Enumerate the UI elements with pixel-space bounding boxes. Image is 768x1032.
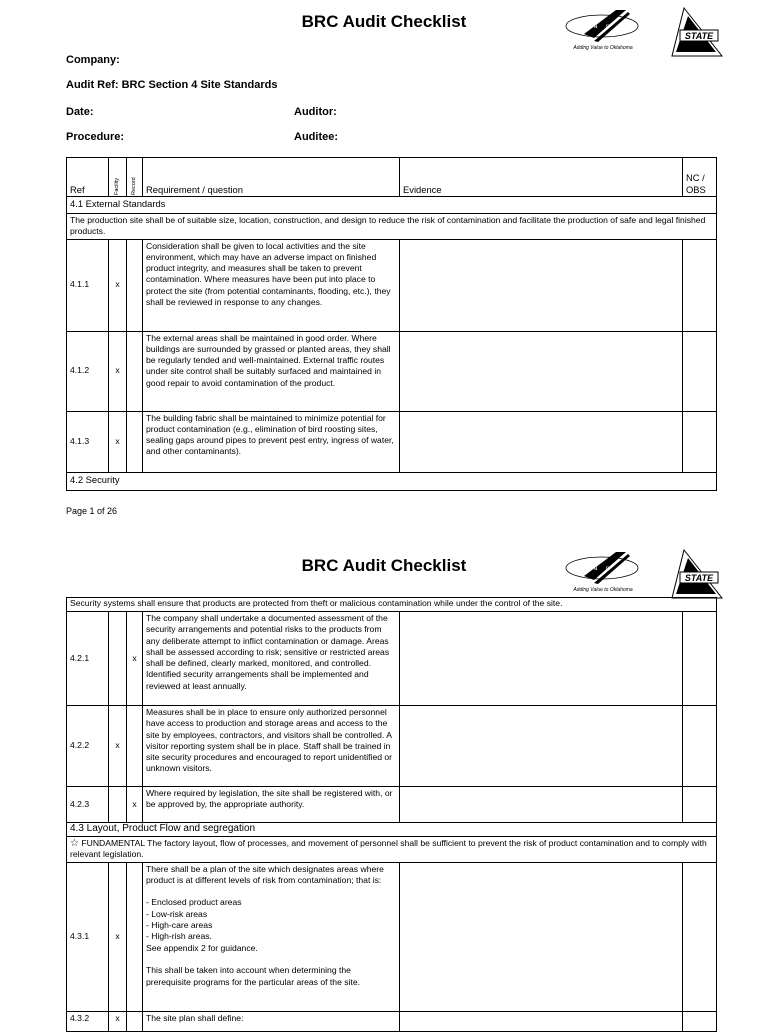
facility-mark (109, 612, 127, 706)
logo-letter-f: f (582, 566, 584, 572)
table-row (67, 612, 717, 706)
row-ref: 4.2.1 (67, 612, 109, 706)
evidence-cell[interactable] (400, 612, 683, 706)
requirement-text: Where required by legislation, the site shall be registered with, or be approved by, the appropriate authority. (143, 787, 400, 823)
facility-mark: x (109, 862, 127, 1011)
section-4-3-intro-text: FUNDAMENTAL The factory layout, flow of processes, and movement of personnel shall be sufficient to prevent the risk of product contamination and to comply with relevant legislation. (70, 838, 707, 860)
table-row (67, 862, 717, 1011)
checklist-table-page2 (66, 597, 717, 1032)
section-4-1-heading: 4.1 External Standards (67, 197, 717, 214)
logo-letter-a: a (594, 24, 598, 30)
page-title: BRC Audit Checklist (301, 12, 467, 31)
logo-tagline: Adding Value to Oklahoma (573, 587, 633, 593)
nc-obs-cell[interactable] (683, 787, 717, 823)
requirement-text: Consideration shall be given to local activities and the site environment, which may have an adverse impact on finished product integrity, and measures shall be taken to prevent contamination. Where measures have been put into place to protect the site (from potential contaminants, flooding, etc.), they shall be reviewed in response to any changes. (143, 239, 400, 331)
facility-mark: x (109, 239, 127, 331)
logo-letter-p: p (606, 566, 610, 572)
page-number: Page 1 of 26 (66, 506, 118, 516)
facility-mark: x (109, 1011, 127, 1031)
nc-obs-cell[interactable] (683, 862, 717, 1011)
header-requirement: Requirement / question (143, 158, 400, 197)
record-mark (127, 706, 143, 787)
facility-mark: x (109, 411, 127, 472)
auditee-label: Auditee: (294, 131, 338, 143)
requirement-text: The company shall undertake a documented assessment of the security arrangements and potential risks to the products from any deliberate attempt to inflict contamination or damage. Areas shall be assessed according to risk; sensitive or restricted areas shall be defined, clearly marked, monitored, and controlled. Identified security arrangements shall be implemented and reviewed at least annually. (143, 612, 400, 706)
record-mark: x (127, 787, 143, 823)
requirement-text: Measures shall be in place to ensure only authorized personnel have access to production and storage areas and access to the site by employees, contractors, and visitors shall be controlled. A visitor reporting system shall be in place. Staff shall be trained in site security procedures and encouraged to report unidentified or unknown visitors. (143, 706, 400, 787)
star-icon: ☆ (70, 838, 79, 849)
section-4-3-intro (67, 837, 717, 863)
logo-tagline: Adding Value to Oklahoma (573, 45, 633, 51)
logo-letter-c: c (618, 24, 621, 30)
page-title: BRC Audit Checklist (301, 556, 467, 575)
nc-obs-cell[interactable] (683, 1011, 717, 1031)
record-mark (127, 1011, 143, 1031)
audit-ref-label: Audit Ref: BRC Section 4 Site Standards (66, 79, 278, 91)
date-label: Date: (66, 106, 94, 118)
row-ref: 4.3.1 (67, 862, 109, 1011)
evidence-cell[interactable] (400, 787, 683, 823)
requirement-text: The site plan shall define: (143, 1011, 400, 1031)
row-ref: 4.3.2 (67, 1011, 109, 1031)
nc-obs-cell[interactable] (683, 612, 717, 706)
nc-obs-cell[interactable] (683, 706, 717, 787)
section-4-3-heading: 4.3 Layout, Product Flow and segregation (67, 823, 717, 837)
facility-mark: x (109, 706, 127, 787)
osu-logo (670, 548, 724, 602)
fapc-logo (564, 550, 642, 596)
header-record: Record (127, 158, 143, 197)
facility-mark (109, 787, 127, 823)
table-row (67, 1011, 717, 1031)
row-ref: 4.1.2 (67, 331, 109, 411)
record-mark: x (127, 612, 143, 706)
row-ref: 4.2.3 (67, 787, 109, 823)
osu-logo-text: STATE (684, 31, 714, 41)
logo-letter-c: c (618, 566, 621, 572)
row-ref: 4.2.2 (67, 706, 109, 787)
table-row (67, 787, 717, 823)
row-ref: 4.1.1 (67, 239, 109, 331)
section-4-2-heading: 4.2 Security (67, 472, 717, 490)
section-4-2-intro: Security systems shall ensure that products are protected from theft or malicious contamination while under the control of the site. (67, 598, 717, 612)
evidence-cell[interactable] (400, 1011, 683, 1031)
logo-letter-a: a (594, 566, 598, 572)
auditor-label: Auditor: (294, 106, 337, 118)
section-4-1-intro: The production site shall be of suitable size, location, construction, and design to reduce the risk of contamination and facilitate the production of safe and legal finished products. (67, 214, 717, 240)
logo-letter-f: f (582, 24, 584, 30)
evidence-cell[interactable] (400, 862, 683, 1011)
header-nc-obs: NC / OBS (683, 158, 717, 197)
evidence-cell[interactable] (400, 706, 683, 787)
header-ref: Ref (67, 158, 109, 197)
requirement-text: There shall be a plan of the site which designates areas where product is at different levels of risk from contamination; that is: - Enclosed product areas - Low-risk areas - High-care areas - High-rish areas. See appendix 2 for guidance. This shall be taken into account when determining the prerequisite programs for the particular areas of the site. (143, 862, 400, 1011)
table-row (67, 706, 717, 787)
header-facility: Facility (109, 158, 127, 197)
requirement-text: The external areas shall be maintained in good order. Where buildings are surrounded by grassed or planted areas, they shall be regularly tended and well-maintained. External traffic routes under site control shall be suitably surfaced and maintained in good repair to avoid contamination of the product. (143, 331, 400, 411)
osu-logo-text: STATE (684, 573, 714, 583)
company-label: Company: (66, 54, 120, 66)
row-ref: 4.1.3 (67, 411, 109, 472)
record-mark (127, 862, 143, 1011)
header-evidence: Evidence (400, 158, 683, 197)
facility-mark: x (109, 331, 127, 411)
logo-letter-p: p (606, 24, 610, 30)
requirement-text: The building fabric shall be maintained to minimize potential for product contamination (e.g., elimination of bird roosting sites, sealing gaps around pipes to prevent pest entry, ingress of water, and other contaminants). (143, 411, 400, 472)
procedure-label: Procedure: (66, 131, 125, 143)
